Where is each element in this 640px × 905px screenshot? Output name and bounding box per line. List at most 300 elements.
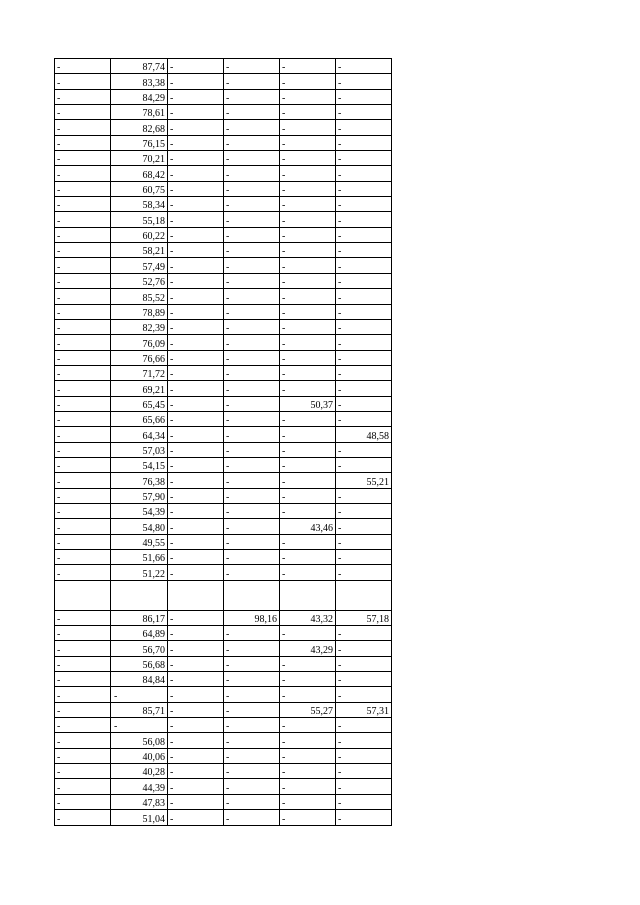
table-cell: - <box>280 718 336 733</box>
table-row <box>55 151 392 166</box>
table-cell: - <box>224 534 280 549</box>
table-cell: - <box>336 181 392 196</box>
table-cell: 71,72 <box>111 365 168 380</box>
table-cell: - <box>168 610 224 625</box>
table-cell: - <box>168 442 224 457</box>
table-cell: - <box>55 197 111 212</box>
table-cell: - <box>168 565 224 580</box>
table-cell: - <box>336 350 392 365</box>
table-cell: 49,55 <box>111 534 168 549</box>
table-cell: - <box>280 304 336 319</box>
table-cell: - <box>280 381 336 396</box>
table-cell: - <box>168 197 224 212</box>
table-row <box>55 779 392 794</box>
table-row <box>55 304 392 319</box>
table-cell: - <box>168 626 224 641</box>
table-cell: - <box>55 365 111 380</box>
table-cell: - <box>280 473 336 488</box>
table-row <box>55 702 392 717</box>
table-cell: - <box>280 120 336 135</box>
table-cell: - <box>280 105 336 120</box>
table-cell: - <box>224 687 280 702</box>
table-cell: 85,71 <box>111 702 168 717</box>
table-cell: 65,45 <box>111 396 168 411</box>
table-cell: - <box>224 565 280 580</box>
table-cell: - <box>168 550 224 565</box>
table-cell: - <box>224 319 280 334</box>
table-cell: 76,66 <box>111 350 168 365</box>
table-cell: - <box>336 656 392 671</box>
table-cell: - <box>55 519 111 534</box>
table-cell: 55,21 <box>336 473 392 488</box>
table-cell: - <box>280 687 336 702</box>
table-row <box>55 718 392 733</box>
table-row <box>55 503 392 518</box>
table-cell: - <box>55 289 111 304</box>
table-cell: - <box>55 59 111 74</box>
table-cell: - <box>224 748 280 763</box>
table-cell: 54,80 <box>111 519 168 534</box>
table-cell: - <box>168 74 224 89</box>
table-cell: 56,70 <box>111 641 168 656</box>
table-cell: - <box>55 473 111 488</box>
table-cell: - <box>336 120 392 135</box>
table-row <box>55 656 392 671</box>
table-cell: - <box>336 74 392 89</box>
table-cell: - <box>168 350 224 365</box>
table-cell: - <box>336 243 392 258</box>
table-row <box>55 442 392 457</box>
table-cell: - <box>55 550 111 565</box>
table-cell: - <box>224 488 280 503</box>
table-cell: - <box>55 273 111 288</box>
table-row <box>55 473 392 488</box>
table-cell: 76,15 <box>111 135 168 150</box>
table-row <box>55 273 392 288</box>
table-cell: - <box>224 304 280 319</box>
table-cell: - <box>336 519 392 534</box>
table-cell: - <box>55 733 111 748</box>
table-cell: 85,52 <box>111 289 168 304</box>
table-cell: - <box>280 197 336 212</box>
table-row <box>55 550 392 565</box>
table-cell: 98,16 <box>224 610 280 625</box>
table-cell: - <box>280 794 336 809</box>
table-cell: - <box>55 810 111 825</box>
table-cell: - <box>55 105 111 120</box>
table-cell: 84,29 <box>111 89 168 104</box>
table-cell: - <box>280 442 336 457</box>
table-cell: - <box>224 656 280 671</box>
table-cell: - <box>168 519 224 534</box>
table-cell: - <box>224 442 280 457</box>
table-cell: - <box>280 411 336 426</box>
table-cell: 56,68 <box>111 656 168 671</box>
table-cell: - <box>336 794 392 809</box>
table-cell: - <box>280 488 336 503</box>
table-cell: 70,21 <box>111 151 168 166</box>
table-cell: - <box>336 457 392 472</box>
table-row <box>55 319 392 334</box>
table-cell: - <box>280 764 336 779</box>
table-cell <box>336 580 392 610</box>
table-cell: 51,66 <box>111 550 168 565</box>
table-cell: - <box>55 350 111 365</box>
table-cell: - <box>336 488 392 503</box>
table-row <box>55 350 392 365</box>
table-cell: - <box>224 243 280 258</box>
table-row <box>55 258 392 273</box>
table-cell: - <box>336 166 392 181</box>
table-cell: - <box>168 396 224 411</box>
table-cell: - <box>55 89 111 104</box>
table-cell: - <box>224 105 280 120</box>
table-row <box>55 396 392 411</box>
table-cell: - <box>55 212 111 227</box>
table-cell: - <box>168 289 224 304</box>
table-cell: - <box>168 794 224 809</box>
table-cell: - <box>224 350 280 365</box>
table-cell: 51,04 <box>111 810 168 825</box>
table-cell: - <box>168 473 224 488</box>
table-cell: 64,89 <box>111 626 168 641</box>
table-cell: - <box>280 457 336 472</box>
table-cell: 69,21 <box>111 381 168 396</box>
table-cell <box>224 580 280 610</box>
table-cell: - <box>55 181 111 196</box>
table-cell: - <box>336 273 392 288</box>
table-cell: - <box>336 411 392 426</box>
table-cell: - <box>168 227 224 242</box>
table-cell: - <box>336 59 392 74</box>
table-cell: - <box>168 779 224 794</box>
table-cell: - <box>336 733 392 748</box>
table-cell: - <box>168 120 224 135</box>
table-cell: - <box>336 135 392 150</box>
table-cell: - <box>336 641 392 656</box>
table-cell: - <box>224 381 280 396</box>
table-cell: - <box>280 503 336 518</box>
table-cell: - <box>280 748 336 763</box>
table-cell: - <box>55 748 111 763</box>
table-cell: - <box>168 534 224 549</box>
table-cell: - <box>168 488 224 503</box>
table-cell: 68,42 <box>111 166 168 181</box>
table-cell: 58,34 <box>111 197 168 212</box>
table-row <box>55 672 392 687</box>
table-cell: - <box>224 135 280 150</box>
table-cell: - <box>280 166 336 181</box>
table-cell: - <box>280 365 336 380</box>
table-cell: - <box>168 381 224 396</box>
table-cell: - <box>224 227 280 242</box>
table-row <box>55 733 392 748</box>
table-cell: - <box>224 74 280 89</box>
table-cell: - <box>55 488 111 503</box>
table-cell: - <box>224 503 280 518</box>
table-cell: - <box>168 243 224 258</box>
table-cell: - <box>224 181 280 196</box>
table-cell: - <box>224 120 280 135</box>
table-row <box>55 197 392 212</box>
table-cell: 82,39 <box>111 319 168 334</box>
table-cell: 76,38 <box>111 473 168 488</box>
table-cell: - <box>55 718 111 733</box>
table-cell: - <box>55 166 111 181</box>
table-row <box>55 335 392 350</box>
table-cell: 56,08 <box>111 733 168 748</box>
table-cell: - <box>224 365 280 380</box>
table-cell: - <box>336 764 392 779</box>
table-cell: - <box>55 227 111 242</box>
table-row <box>55 135 392 150</box>
table-cell: - <box>280 335 336 350</box>
table-cell: 60,22 <box>111 227 168 242</box>
table-row <box>55 181 392 196</box>
table-cell: - <box>280 181 336 196</box>
table-cell: - <box>55 335 111 350</box>
table-cell: - <box>55 135 111 150</box>
table-cell: 54,39 <box>111 503 168 518</box>
table-cell: - <box>55 656 111 671</box>
table-row <box>55 580 392 610</box>
table-cell: - <box>224 718 280 733</box>
table-cell: 60,75 <box>111 181 168 196</box>
table-cell: 44,39 <box>111 779 168 794</box>
table-cell: - <box>336 534 392 549</box>
table-cell: 57,90 <box>111 488 168 503</box>
table-cell: 55,27 <box>280 702 336 717</box>
table-cell: - <box>224 733 280 748</box>
table-cell: - <box>224 396 280 411</box>
table-cell: - <box>224 641 280 656</box>
table-cell: 57,49 <box>111 258 168 273</box>
table-cell: - <box>55 610 111 625</box>
table-cell: - <box>280 273 336 288</box>
table-cell: 47,83 <box>111 794 168 809</box>
table-cell: - <box>55 779 111 794</box>
table-cell: - <box>224 810 280 825</box>
table-cell: - <box>168 151 224 166</box>
table-row <box>55 120 392 135</box>
table-cell: 64,34 <box>111 427 168 442</box>
table-cell: - <box>168 411 224 426</box>
table-cell: - <box>55 396 111 411</box>
table-cell: - <box>168 656 224 671</box>
table-cell: - <box>336 319 392 334</box>
table-row <box>55 243 392 258</box>
table-cell: - <box>224 779 280 794</box>
table-cell: - <box>168 304 224 319</box>
table-cell: - <box>55 565 111 580</box>
table-cell: - <box>224 59 280 74</box>
table-cell: - <box>336 687 392 702</box>
table-cell: 87,74 <box>111 59 168 74</box>
table-cell: - <box>168 687 224 702</box>
table-cell: - <box>168 166 224 181</box>
table-cell: - <box>55 626 111 641</box>
table-cell: - <box>224 427 280 442</box>
table-cell: - <box>280 289 336 304</box>
table-row <box>55 641 392 656</box>
table-cell: - <box>280 779 336 794</box>
table-cell: - <box>336 258 392 273</box>
table-cell: - <box>224 289 280 304</box>
table-cell: 57,18 <box>336 610 392 625</box>
table-row <box>55 89 392 104</box>
table-row <box>55 105 392 120</box>
table-cell: - <box>111 718 168 733</box>
table-cell: 84,84 <box>111 672 168 687</box>
table-row <box>55 166 392 181</box>
table-cell: - <box>168 718 224 733</box>
table-row <box>55 212 392 227</box>
table-cell: - <box>55 534 111 549</box>
table-body <box>55 59 392 826</box>
table-cell: - <box>168 89 224 104</box>
table-cell: - <box>336 365 392 380</box>
table-cell: - <box>168 335 224 350</box>
table-cell: - <box>336 779 392 794</box>
table-row <box>55 794 392 809</box>
table-cell: - <box>336 212 392 227</box>
table-row <box>55 626 392 641</box>
table-cell: - <box>224 473 280 488</box>
table-cell: - <box>55 304 111 319</box>
table-cell: - <box>168 273 224 288</box>
table-cell: - <box>224 258 280 273</box>
table-cell: - <box>55 258 111 273</box>
table-cell: - <box>280 656 336 671</box>
table-row <box>55 289 392 304</box>
table-row <box>55 457 392 472</box>
table-cell: - <box>280 243 336 258</box>
table-cell: - <box>280 427 336 442</box>
table-row <box>55 764 392 779</box>
table-cell: - <box>336 335 392 350</box>
table-cell: - <box>111 687 168 702</box>
table-cell: - <box>168 748 224 763</box>
table-cell: - <box>336 503 392 518</box>
table-cell: - <box>280 74 336 89</box>
table-cell: 76,09 <box>111 335 168 350</box>
table-cell: - <box>55 243 111 258</box>
table-cell: - <box>224 457 280 472</box>
table-cell: - <box>224 764 280 779</box>
table-cell <box>280 580 336 610</box>
table-cell: - <box>224 197 280 212</box>
table-cell: - <box>224 794 280 809</box>
table-cell: - <box>168 764 224 779</box>
table-row <box>55 74 392 89</box>
table-cell: - <box>168 181 224 196</box>
table-cell: - <box>336 289 392 304</box>
table-cell: - <box>280 151 336 166</box>
table-cell: - <box>168 810 224 825</box>
table-cell: - <box>168 427 224 442</box>
table-cell: - <box>55 74 111 89</box>
table-cell: - <box>55 764 111 779</box>
table-cell: - <box>168 503 224 518</box>
table-cell: 52,76 <box>111 273 168 288</box>
table-cell: - <box>168 702 224 717</box>
table-cell: - <box>168 105 224 120</box>
table-cell: - <box>336 151 392 166</box>
table-cell: - <box>336 748 392 763</box>
table-cell: 43,29 <box>280 641 336 656</box>
table-cell: - <box>55 702 111 717</box>
table-cell: 83,38 <box>111 74 168 89</box>
table-row <box>55 565 392 580</box>
table-cell: - <box>280 550 336 565</box>
table-cell: - <box>224 550 280 565</box>
table-row <box>55 59 392 74</box>
table-cell: 86,17 <box>111 610 168 625</box>
table-row <box>55 610 392 625</box>
table-cell: - <box>224 89 280 104</box>
table-cell: - <box>336 304 392 319</box>
table-cell: 58,21 <box>111 243 168 258</box>
table-cell: - <box>280 227 336 242</box>
table-cell: - <box>280 258 336 273</box>
table-cell: - <box>280 350 336 365</box>
table-cell: - <box>336 381 392 396</box>
table-cell: 82,68 <box>111 120 168 135</box>
table-cell: - <box>168 258 224 273</box>
table-cell: 40,28 <box>111 764 168 779</box>
table-cell: - <box>280 135 336 150</box>
table-cell: - <box>336 442 392 457</box>
table-cell: - <box>168 641 224 656</box>
table-cell: 40,06 <box>111 748 168 763</box>
table-cell: - <box>336 197 392 212</box>
table-cell: - <box>224 335 280 350</box>
table-row <box>55 810 392 825</box>
table-cell: - <box>168 212 224 227</box>
table-cell: - <box>224 151 280 166</box>
table-cell: - <box>336 718 392 733</box>
table-cell: - <box>224 519 280 534</box>
table-cell: - <box>280 810 336 825</box>
table-cell: - <box>55 120 111 135</box>
table-cell: - <box>280 59 336 74</box>
table-cell: - <box>168 733 224 748</box>
table-cell: - <box>55 503 111 518</box>
table-cell: - <box>55 794 111 809</box>
table-cell <box>111 580 168 610</box>
table-cell: - <box>55 411 111 426</box>
table-cell: - <box>280 319 336 334</box>
data-table <box>54 58 392 826</box>
table-cell: - <box>336 89 392 104</box>
table-cell: - <box>224 626 280 641</box>
table-cell: 43,46 <box>280 519 336 534</box>
table-row <box>55 519 392 534</box>
table-cell: - <box>280 733 336 748</box>
table-cell: - <box>224 702 280 717</box>
table-cell: - <box>224 273 280 288</box>
table-cell <box>168 580 224 610</box>
table-row <box>55 427 392 442</box>
table-cell <box>55 580 111 610</box>
table-cell: - <box>336 565 392 580</box>
table-cell: 57,31 <box>336 702 392 717</box>
table-cell: - <box>55 442 111 457</box>
table-cell: - <box>168 319 224 334</box>
table-cell: - <box>336 105 392 120</box>
table-cell: 78,89 <box>111 304 168 319</box>
table-cell: 54,15 <box>111 457 168 472</box>
